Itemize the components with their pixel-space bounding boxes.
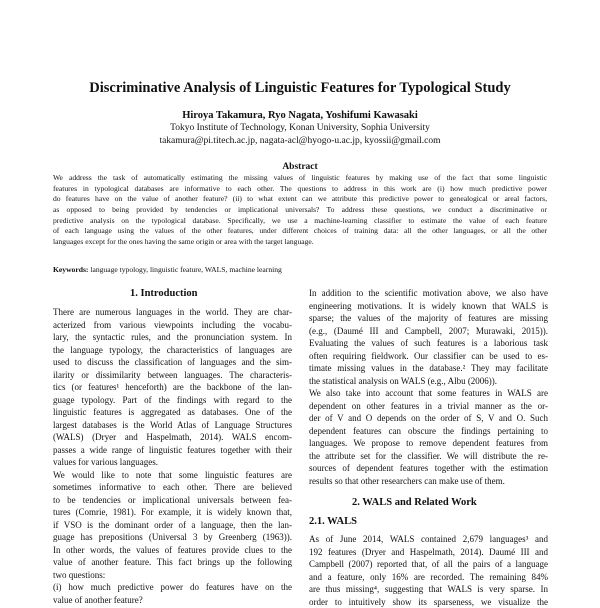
text-line: languages except for the ones having the same origin or area with the target language. <box>53 237 547 248</box>
paper-affiliation: Tokyo Institute of Technology, Konan University, Sophia University <box>40 122 560 134</box>
paper-authors: Hiroya Takamura, Ryo Nagata, Yoshifumi Kawasaki <box>40 109 560 122</box>
left-column-text <box>53 306 292 606</box>
text-line: ilarity or dissimilarity between languages. The characteris- <box>53 369 292 382</box>
text-line: guage has prepositions (Universal 3 by Greenberg (1963)). <box>53 531 292 544</box>
text-line: passes a wide range of linguistic features together with their <box>53 444 292 457</box>
right-column-text <box>309 287 548 487</box>
text-line: (i) how much predictive power do features have on the <box>53 581 292 594</box>
text-line: as opposed to being provided by tendencies or implicational universals? To address these questions, we conduct a discriminative or <box>53 205 547 216</box>
text-line: linguistic features is aggregated as databases. One of the <box>53 406 292 419</box>
paper-emails: takamura@pi.titech.ac.jp, nagata-acl@hyogo-u.ac.jp, kyossii@gmail.com <box>40 135 560 147</box>
text-line: languages. We propose to remove dependent features from <box>309 437 548 450</box>
text-line: We address the task of automatically estimating the missing values of linguistic features by making use of the fact that some linguistic <box>53 173 547 184</box>
text-line: of each language using the values of the other features, under different choices of training data: all the other languages, or all the other <box>53 226 547 237</box>
text-line: the attribute set for the classifier. We will distribute the re- <box>309 450 548 463</box>
text-line: features in typological databases are informative to each other. The questions to address in this work are (i) how much predictive power <box>53 184 547 195</box>
text-line: dependent features can obscure the findings pertaining to <box>309 425 548 438</box>
text-line: the language typology, the characteristics of languages are <box>53 344 292 357</box>
section-heading-wals-related-work: 2. WALS and Related Work <box>352 496 477 509</box>
text-line: two questions: <box>53 569 292 582</box>
text-line: We would like to note that some linguistic features are <box>53 469 292 482</box>
text-line: engineering motivations. It is widely known that WALS is <box>309 300 548 313</box>
text-line: (e.g., (Daumé III and Campbell, 2007; Murawaki, 2015)). <box>309 325 548 338</box>
keywords-text: language typology, linguistic feature, WALS, machine learning <box>88 265 281 274</box>
text-line: 192 features (Dryer and Haspelmath, 2014). Daumé III and <box>309 546 548 559</box>
text-line: tures (Comrie, 1981). For example, it is widely known that, <box>53 506 292 519</box>
text-line: (WALS) (Dryer and Haspelmath, 2014). WALS encom- <box>53 431 292 444</box>
right-column-text-wals <box>309 533 548 608</box>
text-line: Campbell (2007) reported that, of all the pairs of a language <box>309 558 548 571</box>
text-line: dependent on other features in a trivial manner as the or- <box>309 400 548 413</box>
abstract-heading: Abstract <box>40 161 560 173</box>
text-line: value of another feature. This fact brings up the following <box>53 556 292 569</box>
text-line: sparse; the values of the majority of features are missing <box>309 312 548 325</box>
text-line: timate missing values in the database.² They may facilitate <box>309 362 548 375</box>
text-line: to be tendencies or implicational universals between fea- <box>53 494 292 507</box>
text-line: Evaluating the values of such features is a laborious task <box>309 337 548 350</box>
text-line: sometimes informative to each other. There are believed <box>53 481 292 494</box>
text-line: lary, the syntactic rules, and the pronunciation system. In <box>53 331 292 344</box>
subsection-heading-wals: 2.1. WALS <box>309 515 357 528</box>
text-line: results so that other researchers can make use of them. <box>309 475 548 488</box>
text-line: sources of dependent features together with the estimation <box>309 462 548 475</box>
text-line: order to intuitively show its sparseness, we visualize the <box>309 596 548 608</box>
text-line: der of V and O depends on the order of S, V and O. Such <box>309 412 548 425</box>
section-heading-introduction: 1. Introduction <box>130 287 198 300</box>
text-line: value of another feature? <box>53 594 292 607</box>
text-line: used to discuss the classification of languages and the sim- <box>53 356 292 369</box>
text-line: values for various languages. <box>53 456 292 469</box>
text-line: As of June 2014, WALS contained 2,679 languages³ and <box>309 533 548 546</box>
text-line: if VSO is the dominant order of a language, then the lan- <box>53 519 292 532</box>
text-line: We also take into account that some features in WALS are <box>309 387 548 400</box>
text-line: In other words, the values of features provide clues to the <box>53 544 292 557</box>
text-line: In addition to the scientific motivation above, we also have <box>309 287 548 300</box>
text-line: the statistical analysis on WALS (e.g., Albu (2006)). <box>309 375 548 388</box>
text-line: tics (or features¹ henceforth) are the backbone of the lan- <box>53 381 292 394</box>
keywords-label: Keywords: <box>53 265 88 274</box>
text-line: There are numerous languages in the world. They are char- <box>53 306 292 319</box>
text-line: often requiring fieldwork. Our classifier can be used to es- <box>309 350 548 363</box>
text-line: and a feature, only 16% are recorded. The remaining 84% <box>309 571 548 584</box>
abstract-body <box>53 173 547 248</box>
text-line: are thus missing⁴, suggesting that WALS is very sparse. In <box>309 583 548 596</box>
text-line: predictive analysis on the typological database. Specifically, we use a machine-learning classifier to estimate the value of each feature <box>53 216 547 227</box>
text-line: largest databases is the World Atlas of Language Structures <box>53 419 292 432</box>
text-line: acterized from various viewpoints including the vocabu- <box>53 319 292 332</box>
text-line: do features have on the value of another feature? (ii) to what extent can we attribute this predictive power to genealogical or areal factors, <box>53 194 547 205</box>
keywords <box>53 265 547 275</box>
paper-title: Discriminative Analysis of Linguistic Features for Typological Study <box>40 79 560 97</box>
text-line: guage typology. Part of the findings with regard to the <box>53 394 292 407</box>
